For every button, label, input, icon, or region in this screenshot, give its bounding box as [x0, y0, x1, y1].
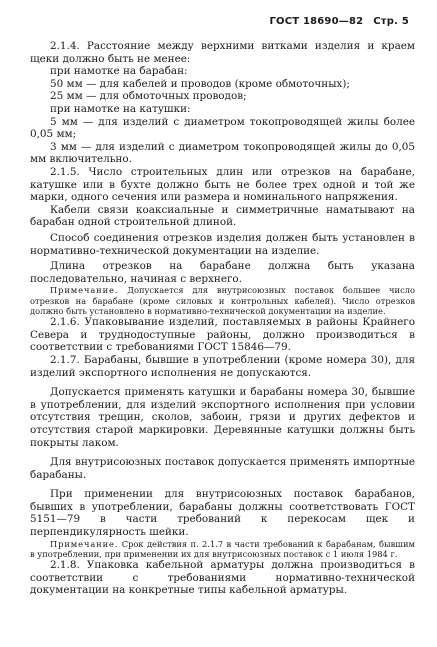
- clause-2-1-6: 2.1.6. Упаковывание изделий, поставляемых в районы Крайнего Севера и труднодоступные районы, должно производиться в соответствии с требованиями ГОСТ 15846—79.: [30, 316, 415, 354]
- paragraph: Способ соединения отрезков изделия должен быть установлен в нормативно-технической документации на изделие.: [30, 231, 415, 257]
- page-number: Стр. 5: [373, 16, 409, 27]
- list-item: при намотке на барабан:: [50, 65, 188, 78]
- note-text: Срок действия п. 2.1.7 в части требований к барабанам, бывшим в употреблении, при применении их для внутрисоюзных поставок с 1 июля 1984 г.: [30, 538, 415, 559]
- note-label: Примечание.: [50, 285, 119, 296]
- clause-2-1-8: 2.1.8. Упаковка кабельной арматуры должна производиться в соответствии с требованиями нормативно-технической документации на конкретные типы кабельной арматуры.: [30, 559, 415, 597]
- paragraph: Длина отрезков на барабане должна быть указана последовательно, начиная с верхнего.: [30, 260, 415, 285]
- note-text: Допускается для внутрисоюзных поставок большее число отрезков на барабане (кроме силовых и контрольных кабелей). Число отрезков должно быть установлено в нормативно-технической документации на изделие.: [30, 285, 415, 316]
- note-1: [30, 285, 415, 316]
- paragraph: Кабели связи коаксиальные и симметричные наматывают на барабан одной строительной длиной.: [30, 203, 415, 229]
- list-item: при намотке на катушки:: [50, 102, 191, 115]
- note-2: [30, 539, 415, 560]
- list-item: 3 мм — для изделий с диаметром токопроводящей жилы до 0,05 мм включительно.: [30, 140, 415, 166]
- list-item: 25 мм — для обмоточных проводов;: [50, 90, 247, 103]
- page-header: [269, 16, 409, 27]
- clause-2-1-7: 2.1.7. Барабаны, бывшие в употреблении (кроме номера 30), для изделий экспортного исполнения не допускаются.: [30, 353, 415, 379]
- note-label: Примечание.: [50, 538, 119, 549]
- paragraph: Для внутрисоюзных поставок допускается применять импортные барабаны.: [30, 456, 415, 481]
- document-body: [30, 40, 415, 597]
- clause-2-1-5: 2.1.5. Число строительных длин или отрезков на барабане, катушке или в бухте должно быть не более трех одной и той же марки, одного сечения или размера и номинального напряжения.: [30, 165, 415, 204]
- list-item: 5 мм — для изделий с диаметром токопроводящей жилы более 0,05 мм;: [30, 115, 415, 141]
- paragraph: При применении для внутрисоюзных поставок барабанов, бывших в употреблении, барабаны должны соответствовать ГОСТ 5151—79 в части требований к перекосам щек и перпендикулярность шейки.: [30, 488, 415, 539]
- list-item: 50 мм — для кабелей и проводов (кроме обмоточных);: [50, 77, 350, 90]
- standard-number: ГОСТ 18690—82: [269, 16, 364, 27]
- paragraph: Допускается применять катушки и барабаны номера 30, бывшие в употреблении, для изделий экспортного исполнения при условии отсутствия трещин, сколов, забоин, грязи и других дефектов и отсутствия старой маркировки. Деревянные катушки должны быть покрыты лаком.: [30, 386, 415, 449]
- clause-2-1-4: 2.1.4. Расстояние между верхними витками изделия и краем щеки должно быть не менее:: [30, 40, 415, 65]
